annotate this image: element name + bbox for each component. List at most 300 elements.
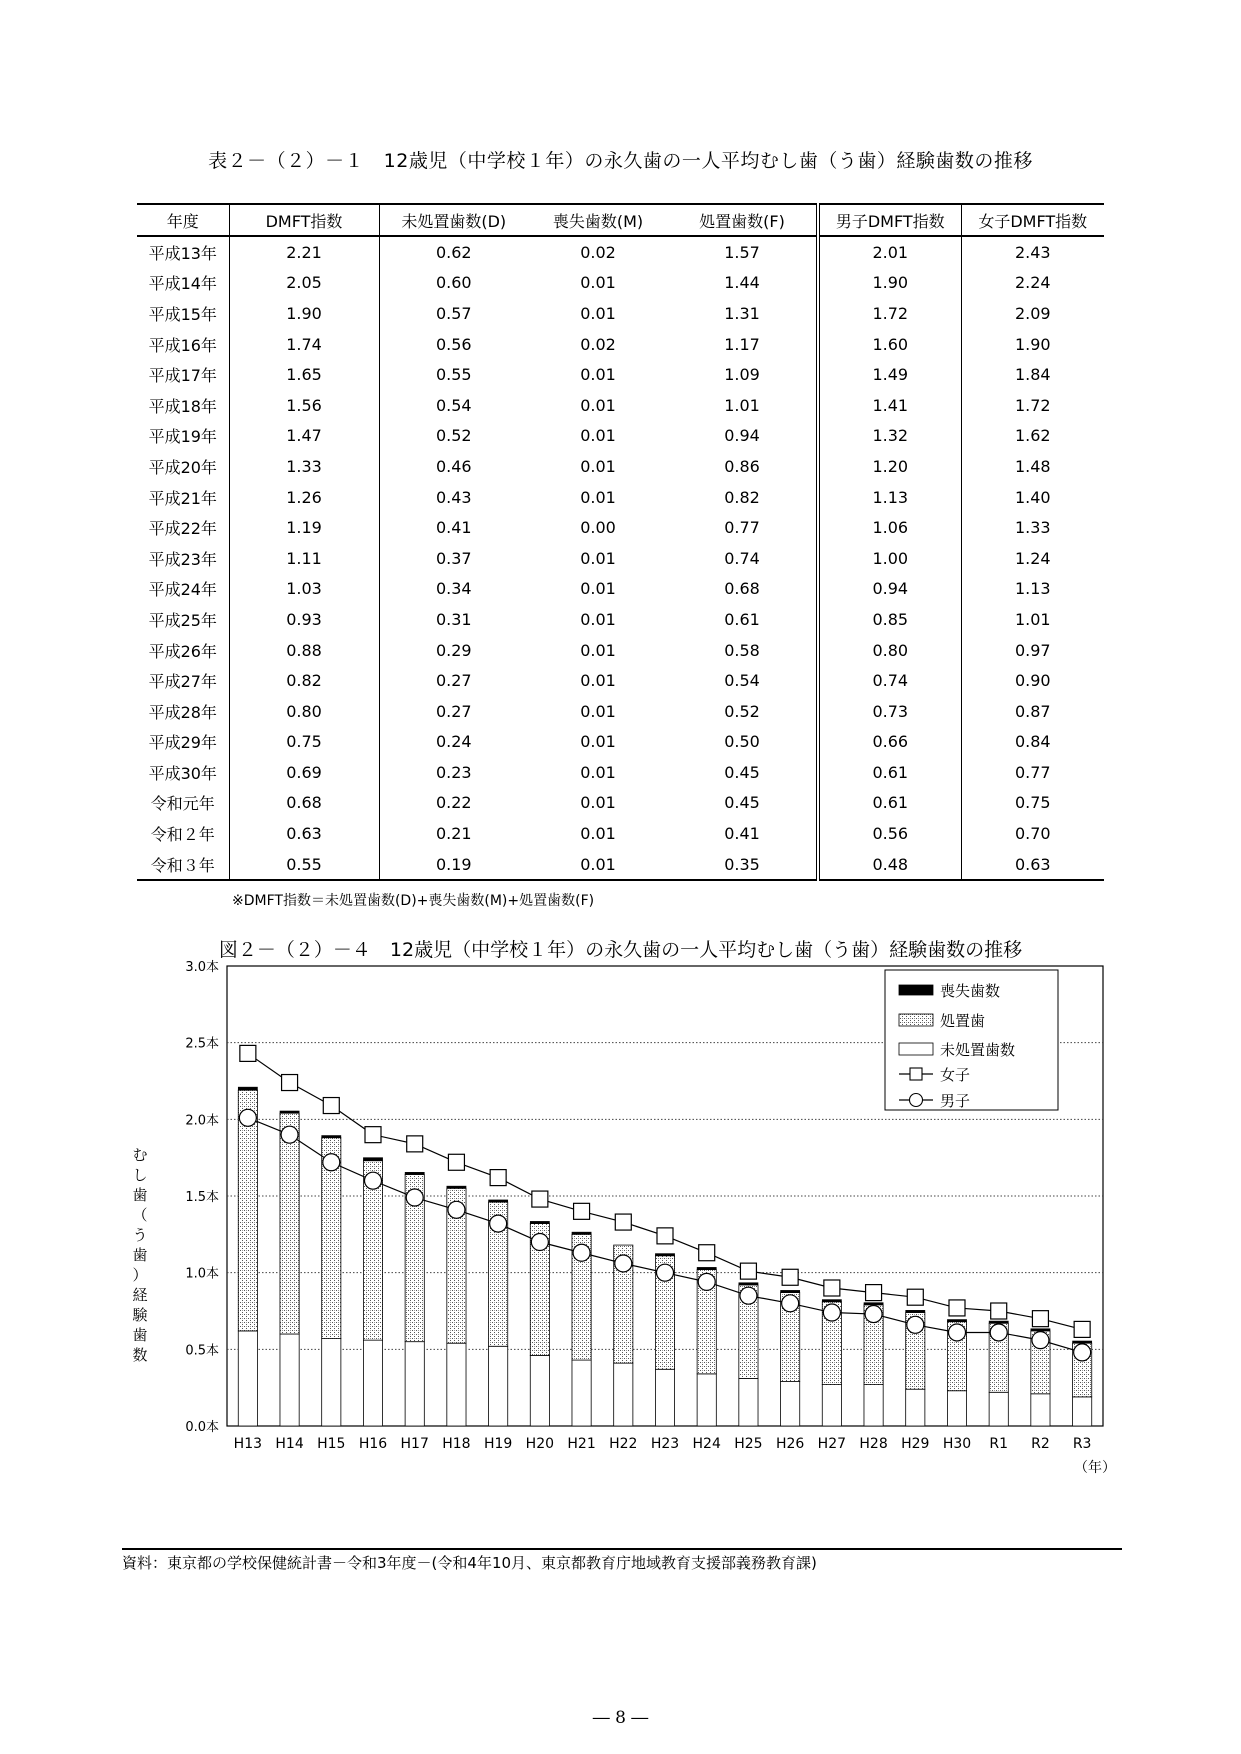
bar-missing [906,1310,925,1312]
value-cell: 0.01 [580,762,616,782]
value-cell: 0.45 [724,762,760,782]
year-cell: 平成19年 [148,427,217,447]
value-cell: 2.05 [229,268,379,299]
year-cell: 平成28年 [148,702,217,722]
dmft-chart [0,950,1241,1530]
female-point [323,1098,339,1114]
bar-missing [1031,1329,1050,1331]
bar-untreated [447,1343,466,1426]
table-row [137,665,1104,696]
male-point [698,1273,715,1290]
footer-rule [122,1548,1122,1550]
bar-untreated [238,1331,257,1426]
legend-label: 処置歯 [940,1012,986,1030]
value-cell: 0.01 [580,395,616,415]
value-cell: 0.37 [379,543,528,574]
table-row [137,421,1104,452]
value-cell: 1.24 [961,543,1104,574]
value-cell: 0.43 [379,482,528,513]
value-cell: 0.01 [580,732,616,752]
value-cell: 0.41 [379,512,528,543]
y-axis-label-char: 歯 [132,1186,148,1204]
table-title: 表２－（２）－１ 12歳児（中学校１年）の永久歯の一人平均むし歯（う歯）経験歯数の推移 [208,150,1033,172]
male-point [949,1324,966,1341]
value-cell: 1.01 [724,395,760,415]
value-cell: 0.31 [379,604,528,635]
y-axis-label-char: 験 [132,1306,148,1324]
value-cell: 2.01 [818,236,961,268]
bar-missing [1073,1341,1092,1343]
value-cell: 1.31 [724,303,760,323]
male-point [573,1244,590,1261]
value-cell: 0.52 [724,701,760,721]
bar-untreated [739,1378,758,1426]
header-dmft: DMFT指数 [229,204,379,236]
bar-untreated [322,1339,341,1426]
legend-swatch [899,1043,933,1055]
male-point [782,1295,799,1312]
female-point [240,1045,256,1061]
bar-untreated [363,1340,382,1426]
year-cell: 平成20年 [148,457,217,477]
male-point [323,1154,340,1171]
header-missing: 喪失歯数(M) [528,204,668,236]
bar-missing [947,1320,966,1322]
value-cell: 1.17 [724,334,760,354]
value-cell: 0.88 [229,635,379,666]
value-cell: 0.35 [668,849,818,881]
value-cell: 0.94 [818,574,961,605]
value-cell: 1.62 [961,421,1104,452]
value-cell: 0.57 [379,298,528,329]
value-cell: 1.90 [961,329,1104,360]
value-cell: 1.00 [818,543,961,574]
table-row [137,818,1104,849]
value-cell: 0.74 [818,665,961,696]
y-axis-label-char: む [132,1146,148,1164]
bar-untreated [947,1391,966,1426]
bar-missing [530,1221,549,1223]
header-filled: 処置歯数(F) [668,204,818,236]
value-cell: 0.01 [580,671,616,691]
table-row [137,696,1104,727]
year-cell: 平成30年 [148,763,217,783]
x-tick-label: H25 [734,1436,763,1452]
x-tick-label: H26 [775,1436,805,1452]
male-point [490,1215,507,1232]
year-cell: 平成26年 [148,641,217,661]
value-cell: 2.24 [961,268,1104,299]
value-cell: 1.19 [229,512,379,543]
legend-label: 喪失歯数 [940,982,1001,1000]
bar-missing [363,1158,382,1161]
value-cell: 1.72 [818,298,961,329]
value-cell: 0.01 [580,365,616,385]
value-cell: 1.60 [818,329,961,360]
legend-swatch [899,985,933,995]
value-cell: 0.02 [580,242,616,262]
value-cell: 0.74 [724,548,760,568]
value-cell: 1.56 [229,390,379,421]
female-point [866,1285,882,1301]
female-point [740,1263,756,1279]
y-axis-label-char: 数 [132,1346,148,1364]
value-cell: 0.01 [580,456,616,476]
value-cell: 0.21 [379,818,528,849]
value-cell: 1.13 [961,574,1104,605]
female-point [949,1300,965,1316]
year-cell: 平成17年 [148,366,217,386]
y-tick-label: 1.5本 [185,1190,219,1205]
male-point [615,1255,632,1272]
value-cell: 1.03 [229,574,379,605]
legend-label: 未処置歯数 [940,1041,1016,1059]
value-cell: 0.56 [818,818,961,849]
bar-missing [572,1232,591,1234]
dmft-table [137,203,1104,881]
y-axis-label-char: 経 [132,1286,148,1304]
bar-missing [739,1283,758,1285]
value-cell: 1.20 [818,451,961,482]
x-tick-label: H19 [483,1436,513,1452]
legend-label: 男子 [940,1092,971,1110]
bar-untreated [489,1346,508,1426]
table-row [137,236,1104,268]
value-cell: 0.60 [379,268,528,299]
x-tick-label: H15 [317,1436,346,1452]
table-row [137,451,1104,482]
legend-swatch [899,1014,933,1026]
year-cell: 令和元年 [150,794,215,814]
year-cell: 平成25年 [148,610,217,630]
table-row [137,543,1104,574]
bar-untreated [781,1382,800,1426]
bar-untreated [697,1374,716,1426]
value-cell: 1.33 [229,451,379,482]
value-cell: 1.40 [961,482,1104,513]
y-tick-label: 3.0本 [185,960,219,975]
value-cell: 0.01 [580,548,616,568]
value-cell: 1.72 [961,390,1104,421]
value-cell: 0.87 [961,696,1104,727]
value-cell: 0.01 [580,303,616,323]
value-cell: 0.52 [379,421,528,452]
value-cell: 1.90 [818,268,961,299]
x-tick-label: H22 [609,1436,638,1452]
value-cell: 0.29 [379,635,528,666]
value-cell: 0.82 [229,665,379,696]
female-point [782,1269,798,1285]
value-cell: 1.65 [229,359,379,390]
year-cell: 令和３年 [137,849,229,881]
bar-untreated [1073,1397,1092,1426]
value-cell: 0.01 [528,849,668,881]
value-cell: 1.57 [724,242,760,262]
value-cell: 1.11 [229,543,379,574]
legend-square-marker [910,1068,922,1080]
x-tick-label: H18 [442,1436,471,1452]
value-cell: 0.27 [379,665,528,696]
value-cell: 0.80 [229,696,379,727]
female-point [490,1170,506,1186]
value-cell: 0.97 [961,635,1104,666]
value-cell: 0.63 [229,818,379,849]
value-cell: 0.93 [229,604,379,635]
table-note: ※DMFT指数＝未処置歯数(D)+喪失歯数(M)+処置歯数(F) [232,893,595,909]
value-cell: 0.01 [580,793,616,813]
year-cell: 平成18年 [148,396,217,416]
value-cell: 0.68 [724,579,760,599]
legend-label: 女子 [940,1066,971,1084]
y-axis-label-char: （ [132,1206,148,1224]
value-cell: 0.41 [724,824,760,844]
legend-circle-marker [910,1094,923,1107]
value-cell: 0.61 [818,757,961,788]
value-cell: 0.01 [580,824,616,844]
table-row [137,390,1104,421]
bar-missing [489,1200,508,1202]
male-point [823,1304,840,1321]
bar-missing [447,1186,466,1188]
value-cell: 0.55 [229,849,379,881]
y-tick-label: 2.0本 [185,1113,219,1129]
value-cell: 0.77 [961,757,1104,788]
value-cell: 0.01 [580,640,616,660]
x-tick-label: H28 [859,1436,888,1452]
value-cell: 1.09 [724,365,760,385]
page-number: ― 8 ― [592,1708,649,1728]
year-cell: 平成13年 [148,243,217,263]
value-cell: 0.70 [961,818,1104,849]
value-cell: 1.32 [818,421,961,452]
x-tick-label: H14 [275,1436,304,1452]
value-cell: 0.69 [229,757,379,788]
value-cell: 0.01 [580,609,616,629]
y-tick-label: 0.0本 [185,1420,219,1435]
value-cell: 1.33 [961,512,1104,543]
value-cell: 0.45 [724,793,760,813]
x-tick-label: H20 [525,1436,555,1452]
value-cell: 0.23 [379,757,528,788]
year-cell: 平成16年 [148,335,217,355]
bar-untreated [405,1342,424,1426]
female-point [282,1075,298,1091]
y-axis-label-char: ） [132,1266,148,1284]
value-cell: 0.75 [229,727,379,758]
value-cell: 0.63 [961,849,1104,881]
year-cell: 平成27年 [148,672,217,692]
value-cell: 1.26 [229,482,379,513]
y-axis-label-char: 歯 [132,1246,148,1264]
female-point [657,1228,673,1244]
value-cell: 0.50 [724,732,760,752]
female-point [532,1191,548,1207]
female-point [1032,1311,1048,1327]
value-cell: 0.58 [724,640,760,660]
x-tick-label: H16 [358,1436,388,1452]
female-point [365,1127,381,1143]
value-cell: 0.56 [379,329,528,360]
male-point [1074,1344,1091,1361]
x-tick-label: H27 [817,1436,847,1452]
table-row [137,512,1104,543]
table-row [137,574,1104,605]
bar-missing [781,1290,800,1292]
table-header-row [137,204,1104,236]
value-cell: 1.47 [229,421,379,452]
header-female-dmft: 女子DMFT指数 [961,204,1104,236]
value-cell: 0.54 [379,390,528,421]
male-point [365,1172,382,1189]
x-tick-label: H24 [692,1436,721,1452]
female-point [699,1245,715,1261]
x-tick-label: R3 [1072,1436,1092,1452]
value-cell: 0.27 [379,696,528,727]
table-row [137,268,1104,299]
value-cell: 1.49 [818,359,961,390]
x-tick-label: H30 [942,1436,972,1452]
bar-untreated [822,1385,841,1426]
bar-untreated [906,1389,925,1426]
value-cell: 0.00 [580,518,616,538]
value-cell: 1.90 [229,298,379,329]
chart-title: 図２－（２）－４ 12歳児（中学校１年）の永久歯の一人平均むし歯（う歯）経験歯数の推移 [218,939,1023,961]
value-cell: 0.68 [229,788,379,819]
x-tick-label: H29 [901,1436,930,1452]
value-cell: 2.09 [961,298,1104,329]
value-cell: 0.55 [379,359,528,390]
bar-untreated [530,1355,549,1426]
year-cell: 平成14年 [148,274,217,294]
female-point [574,1203,590,1219]
y-tick-label: 1.0本 [185,1266,219,1282]
bar-missing [864,1303,883,1305]
value-cell: 1.84 [961,359,1104,390]
value-cell: 2.21 [229,236,379,268]
table-row [137,298,1104,329]
value-cell: 0.85 [818,604,961,635]
value-cell: 0.01 [580,487,616,507]
table-row [137,635,1104,666]
value-cell: 1.48 [961,451,1104,482]
y-axis-label-char: 歯 [132,1326,148,1344]
year-cell: 平成29年 [148,733,217,753]
value-cell: 0.77 [724,518,760,538]
value-cell: 0.61 [724,609,760,629]
male-point [1032,1332,1049,1349]
x-tick-label: H21 [567,1436,596,1452]
bar-untreated [864,1385,883,1426]
value-cell: 0.02 [580,334,616,354]
female-point [907,1289,923,1305]
bar-missing [822,1300,841,1302]
value-cell: 0.61 [818,788,961,819]
table-row [137,727,1104,758]
value-cell: 0.19 [379,849,528,881]
bar-missing [405,1172,424,1174]
value-cell: 1.41 [818,390,961,421]
year-cell: 平成24年 [148,580,217,600]
header-male-dmft: 男子DMFT指数 [818,204,961,236]
bar-missing [697,1267,716,1269]
value-cell: 0.90 [961,665,1104,696]
value-cell: 0.46 [379,451,528,482]
bar-untreated [280,1334,299,1426]
bar-treated [280,1113,299,1334]
value-cell: 0.01 [580,273,616,293]
bar-untreated [655,1369,674,1426]
table-row [137,482,1104,513]
bar-untreated [614,1363,633,1426]
table-row [137,757,1104,788]
year-cell: 平成21年 [148,488,217,508]
year-cell: 令和２年 [150,825,215,845]
male-point [990,1324,1007,1341]
x-tick-label: R2 [1031,1436,1050,1452]
value-cell: 0.34 [379,574,528,605]
bar-missing [280,1111,299,1113]
value-cell: 0.24 [379,727,528,758]
value-cell: 0.01 [580,701,616,721]
header-year: 年度 [137,204,229,236]
female-point [448,1154,464,1170]
bar-untreated [572,1360,591,1426]
x-axis-label: （年） [1074,1460,1116,1476]
value-cell: 0.86 [724,456,760,476]
value-cell: 0.01 [580,579,616,599]
table-row [137,359,1104,390]
male-point [865,1306,882,1323]
year-cell: 平成15年 [148,304,217,324]
table-row [137,329,1104,360]
table-row [137,604,1104,635]
value-cell: 0.94 [724,426,760,446]
bar-missing [322,1136,341,1138]
y-tick-label: 2.5本 [185,1036,219,1052]
table-row [137,788,1104,819]
male-point [448,1201,465,1218]
table-row [137,849,1104,881]
male-point [531,1234,548,1251]
year-cell: 平成23年 [148,549,217,569]
x-tick-label: R1 [989,1436,1009,1452]
female-point [1074,1321,1090,1337]
bar-missing [238,1087,257,1090]
bar-missing [989,1321,1008,1323]
value-cell: 1.74 [229,329,379,360]
year-cell: 平成22年 [148,519,217,539]
value-cell: 0.01 [580,426,616,446]
bar-missing [655,1254,674,1256]
source-note: 資料：東京都の学校保健統計書－令和3年度－(令和4年10月、東京都教育庁地域教育支援部義務教育課) [122,1554,817,1572]
value-cell: 0.66 [818,727,961,758]
bar-untreated [989,1392,1008,1426]
x-tick-label: H23 [650,1436,680,1452]
value-cell: 0.73 [818,696,961,727]
value-cell: 0.75 [961,788,1104,819]
value-cell: 0.80 [818,635,961,666]
value-cell: 0.22 [379,788,528,819]
y-tick-label: 0.5本 [185,1343,219,1359]
female-point [615,1214,631,1230]
x-tick-label: H17 [400,1436,429,1452]
value-cell: 1.01 [961,604,1104,635]
value-cell: 2.43 [961,236,1104,268]
value-cell: 1.13 [818,482,961,513]
value-cell: 1.44 [724,273,760,293]
value-cell: 1.06 [818,512,961,543]
y-axis-label-char: し [132,1166,148,1184]
